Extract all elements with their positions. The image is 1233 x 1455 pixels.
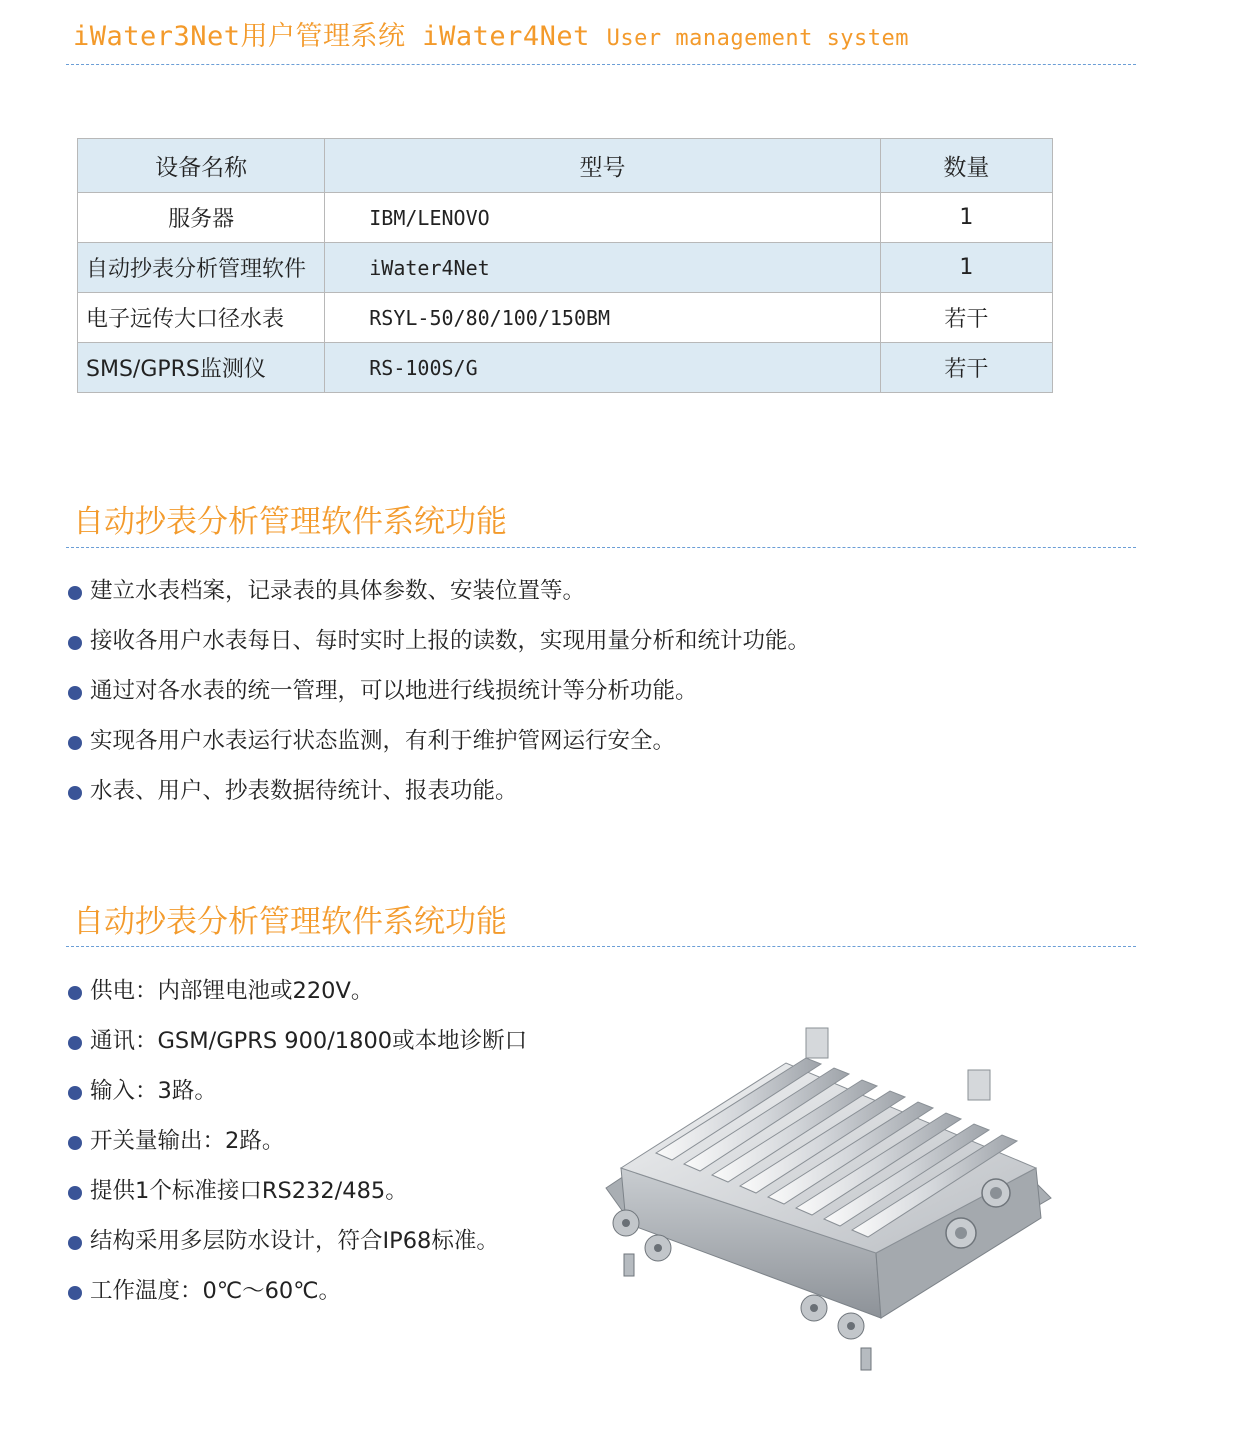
list-item-text: 通过对各水表的统一管理，可以地进行线损统计等分析功能。 (90, 678, 698, 704)
bullet-dot-icon (68, 1186, 82, 1200)
list-item (68, 578, 810, 628)
bullet-dot-icon (68, 1136, 82, 1150)
header-quantity: 数量 (880, 139, 1052, 193)
bullet-dot-icon (68, 736, 82, 750)
list-item (68, 1078, 527, 1128)
table-row (78, 343, 1053, 393)
device-image (596, 1018, 1066, 1383)
row-device-name: 电子远传大口径水表 (78, 293, 325, 343)
bullet-dot-icon (68, 986, 82, 1000)
table-row (78, 193, 1053, 243)
row-model: RSYL-50/80/100/150BM (325, 293, 881, 343)
bullet-dot-icon (68, 1036, 82, 1050)
list-item (68, 1278, 527, 1328)
list-item (68, 1228, 527, 1278)
section-title-functions: 自动抄表分析管理软件系统功能 (73, 504, 507, 540)
section-divider (66, 547, 1136, 548)
spec-list (68, 978, 527, 1328)
row-model: RS-100S/G (325, 343, 881, 393)
list-item-text: 接收各用户水表每日、每时实时上报的读数，实现用量分析和统计功能。 (90, 628, 811, 654)
row-device-name: SMS/GPRS监测仪 (78, 343, 325, 393)
table-row (78, 293, 1053, 343)
bullet-dot-icon (68, 1236, 82, 1250)
row-quantity: 若干 (880, 343, 1052, 393)
function-list (68, 578, 810, 828)
bullet-dot-icon (68, 686, 82, 700)
list-item (68, 978, 527, 1028)
list-item-text: 实现各用户水表运行状态监测，有利于维护管网运行安全。 (90, 728, 676, 754)
list-item-text: 供电：内部锂电池或220V。 (90, 978, 374, 1004)
row-model: iWater4Net (325, 243, 881, 293)
header-device-name: 设备名称 (78, 139, 325, 193)
list-item (68, 678, 810, 728)
page-title (73, 14, 909, 53)
list-item-text: 工作温度：0℃～60℃。 (90, 1278, 341, 1304)
list-item-text: 开关量输出：2路。 (90, 1128, 285, 1154)
bullet-dot-icon (68, 1286, 82, 1300)
table-row (78, 243, 1053, 293)
page-title-cn: iWater3Net用户管理系统 iWater4Net (73, 21, 590, 52)
row-device-name: 自动抄表分析管理软件 (78, 243, 325, 293)
list-item-text: 水表、用户、抄表数据待统计、报表功能。 (90, 778, 518, 804)
list-item (68, 1178, 527, 1228)
list-item-text: 建立水表档案，记录表的具体参数、安装位置等。 (90, 578, 586, 604)
bullet-dot-icon (68, 586, 82, 600)
list-item-text: 输入：3路。 (90, 1078, 217, 1104)
list-item (68, 1028, 527, 1078)
header-divider (66, 64, 1136, 65)
row-device-name: 服务器 (78, 193, 325, 243)
row-quantity: 1 (880, 243, 1052, 293)
section-title-specs: 自动抄表分析管理软件系统功能 (73, 904, 507, 940)
table-header-row (78, 139, 1053, 193)
list-item (68, 728, 810, 778)
list-item (68, 1128, 527, 1178)
list-item-text: 提供1个标准接口RS232/485。 (90, 1178, 408, 1204)
list-item (68, 628, 810, 678)
section-divider (66, 946, 1136, 947)
row-quantity: 若干 (880, 293, 1052, 343)
row-model: IBM/LENOVO (325, 193, 881, 243)
list-item-text: 通讯：GSM/GPRS 900/1800或本地诊断口 (90, 1028, 528, 1054)
header-model: 型号 (325, 139, 881, 193)
page-title-en: User management system (606, 26, 910, 51)
bullet-dot-icon (68, 636, 82, 650)
bullet-dot-icon (68, 1086, 82, 1100)
bullet-dot-icon (68, 786, 82, 800)
equipment-table (77, 138, 1053, 393)
list-item-text: 结构采用多层防水设计，符合IP68标准。 (90, 1228, 499, 1254)
list-item (68, 778, 810, 828)
row-quantity: 1 (880, 193, 1052, 243)
